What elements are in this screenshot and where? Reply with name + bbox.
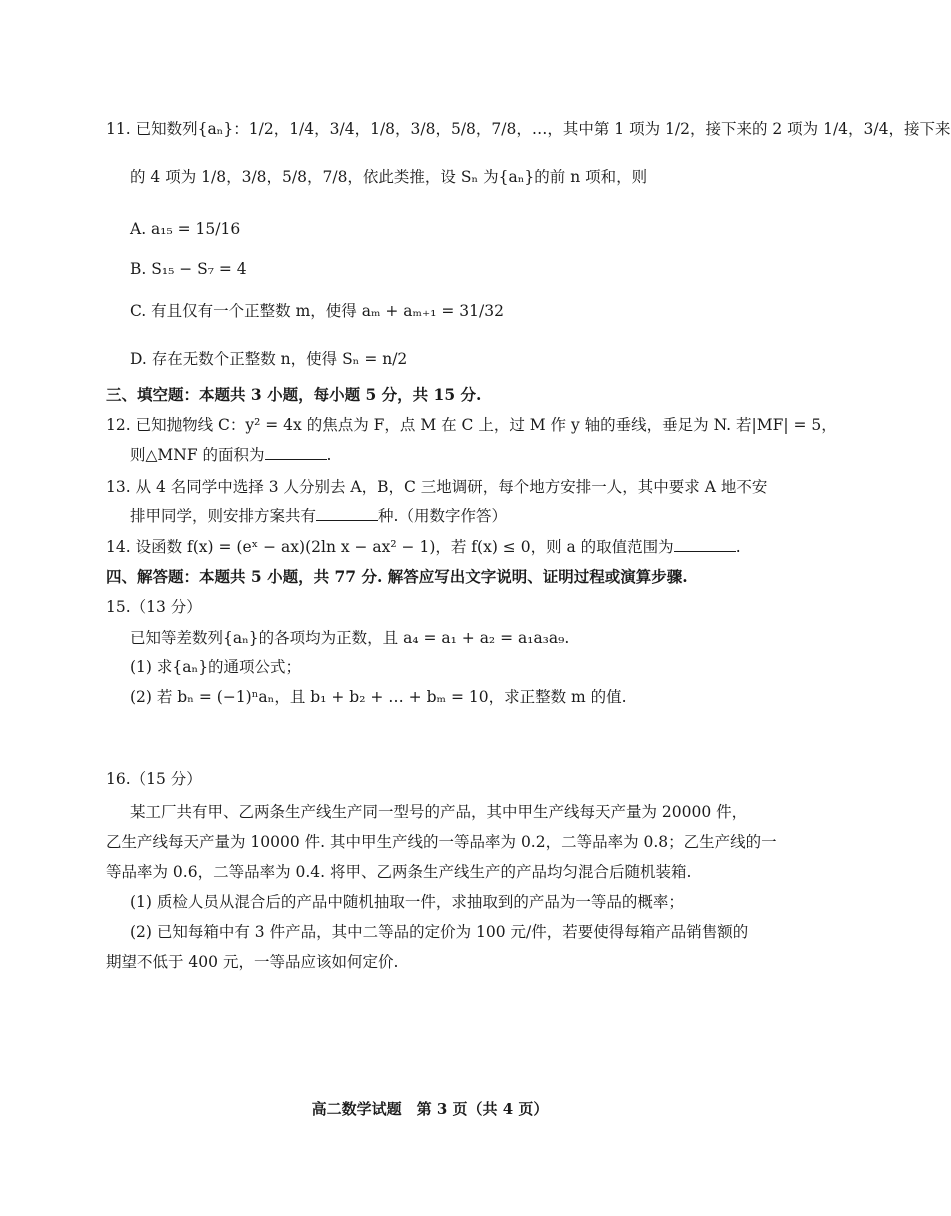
q16-stem-line3: 等品率为 0.6，二等品率为 0.4. 将甲、乙两条生产线生产的产品均匀混合后随机装箱. (106, 863, 692, 881)
q14-period: . (735, 538, 741, 556)
q13-text: 排甲同学，则安排方案共有 (130, 507, 317, 525)
q14-text: 14. 设函数 f(x) = (eˣ − ax)(2ln x − ax² − 1)，若 f(x) ≤ 0，则 a 的取值范围为 (106, 538, 674, 556)
q11-line1: 11. 已知数列{aₙ}：1/2，1/4，3/4，1/8，3/8，5/8，7/8，…，其中第 1 项为 1/2，接下来的 2 项为 1/4，3/4，接下来 (106, 120, 951, 138)
q16-stem-line2: 乙生产线每天产量为 10000 件. 其中甲生产线的一等品率为 0.2，二等品率为 0.8；乙生产线的一 (106, 833, 777, 851)
q16-part2-line2: 期望不低于 400 元，一等品应该如何定价. (106, 953, 399, 971)
q14-line1 (106, 536, 741, 558)
q15-stem: 已知等差数列{aₙ}的各项均为正数，且 a₄ = a₁ + a₂ = a₁a₃a₉. (130, 629, 570, 647)
q13-line1: 13. 从 4 名同学中选择 3 人分别去 A，B，C 三地调研，每个地方安排一人，其中要求 A 地不安 (106, 478, 768, 496)
q15-part1: (1) 求{aₙ}的通项公式； (130, 658, 302, 676)
q11-option-c: C. 有且仅有一个正整数 m，使得 aₘ + aₘ₊₁ = 31/32 (130, 302, 504, 320)
page-footer: 高二数学试题 第 3 页（共 4 页） (311, 1100, 549, 1118)
q14-answer-blank[interactable] (674, 537, 736, 552)
q13-tail: 种.（用数字作答） (378, 507, 507, 525)
q11-option-b: B. S₁₅ − S₇ = 4 (130, 260, 247, 278)
q12-period: . (326, 446, 332, 464)
q16-stem-line1: 某工厂共有甲、乙两条生产线生产同一型号的产品，其中甲生产线每天产量为 20000 件， (130, 803, 748, 821)
q16-heading: 16.（15 分） (106, 770, 202, 788)
q12-line2 (130, 444, 331, 466)
q15-part2: (2) 若 bₙ = (−1)ⁿaₙ，且 b₁ + b₂ + … + bₘ = 10，求正整数 m 的值. (130, 688, 627, 706)
q13-line2 (130, 505, 507, 527)
q13-answer-blank[interactable] (316, 506, 378, 521)
q15-heading: 15.（13 分） (106, 598, 202, 616)
q12-line1: 12. 已知抛物线 C：y² = 4x 的焦点为 F，点 M 在 C 上，过 M 作 y 轴的垂线，垂足为 N. 若|MF| = 5， (106, 416, 837, 434)
q16-part2-line1: (2) 已知每箱中有 3 件产品，其中二等品的定价为 100 元/件，若要使得每箱产品销售额的 (130, 923, 749, 941)
q12-answer-blank[interactable] (265, 445, 327, 460)
q12-text: 则△MNF 的面积为 (130, 446, 265, 464)
q11-option-d: D. 存在无数个正整数 n，使得 Sₙ = n/2 (130, 350, 408, 368)
q11-option-a: A. a₁₅ = 15/16 (130, 220, 241, 238)
section-fill-in-heading: 三、填空题：本题共 3 小题，每小题 5 分，共 15 分. (106, 385, 482, 404)
q11-line2: 的 4 项为 1/8，3/8，5/8，7/8，依此类推，设 Sₙ 为{aₙ}的前 n 项和，则 (130, 168, 648, 186)
section-solution-heading: 四、解答题：本题共 5 小题，共 77 分. 解答应写出文字说明、证明过程或演算步骤. (106, 567, 688, 586)
q16-part1: (1) 质检人员从混合后的产品中随机抽取一件，求抽取到的产品为一等品的概率； (130, 893, 684, 911)
